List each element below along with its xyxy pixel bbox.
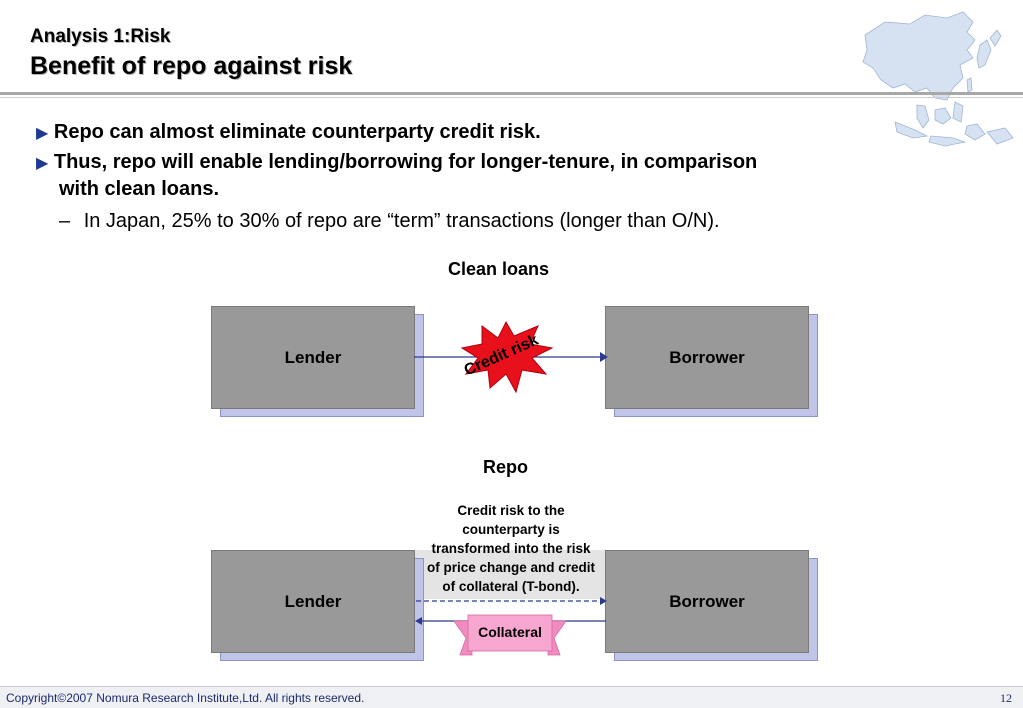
title-divider-thin	[0, 97, 1023, 98]
note-line: transformed into the risk	[431, 541, 591, 556]
bullet-1	[36, 119, 541, 147]
lender-label: Lender	[284, 347, 342, 367]
triangle-bullet-icon: ▶	[36, 125, 49, 142]
section-subtitle: Analysis 1:Risk	[30, 26, 171, 47]
sub-bullet	[59, 208, 720, 234]
asia-map-icon	[855, 10, 1015, 160]
triangle-bullet-icon: ▶	[36, 155, 49, 172]
note-line: of price change and credit	[426, 560, 596, 575]
note-line: Credit risk to the	[457, 503, 565, 518]
note-line: counterparty is	[462, 522, 560, 537]
repo-risk-note	[412, 501, 610, 596]
repo-lender-box	[211, 550, 415, 653]
bullet-text-line1: Thus, repo will enable lending/borrowing for longer-tenure, in comparison	[53, 151, 758, 173]
borrower-label: Borrower	[669, 347, 745, 367]
credit-risk-label: Credit risk	[461, 331, 541, 380]
collateral-label: Collateral	[478, 624, 542, 640]
bullet-2	[36, 149, 757, 177]
repo-heading: Repo	[483, 457, 528, 477]
bullet-2-continuation: with clean loans.	[59, 178, 220, 200]
clean-loans-heading: Clean loans	[448, 259, 550, 279]
sub-bullet-text: In Japan, 25% to 30% of repo are “term” transactions (longer than O/N).	[83, 210, 720, 232]
borrower-label: Borrower	[669, 591, 745, 611]
page-number: 12	[1000, 691, 1012, 705]
note-line: of collateral (T-bond).	[442, 579, 580, 594]
page-title: Benefit of repo against risk	[30, 52, 353, 80]
lender-box	[211, 306, 415, 409]
dash-marker: –	[59, 210, 71, 232]
bullet-text: Repo can almost eliminate counterparty credit risk.	[53, 121, 541, 143]
borrower-box	[605, 306, 809, 409]
title-divider	[0, 92, 1023, 95]
footer-divider	[0, 686, 1023, 687]
lender-label: Lender	[284, 591, 342, 611]
copyright-text: Copyright©2007 Nomura Research Institute,Ltd. All rights reserved.	[6, 691, 365, 705]
repo-borrower-box	[605, 550, 809, 653]
